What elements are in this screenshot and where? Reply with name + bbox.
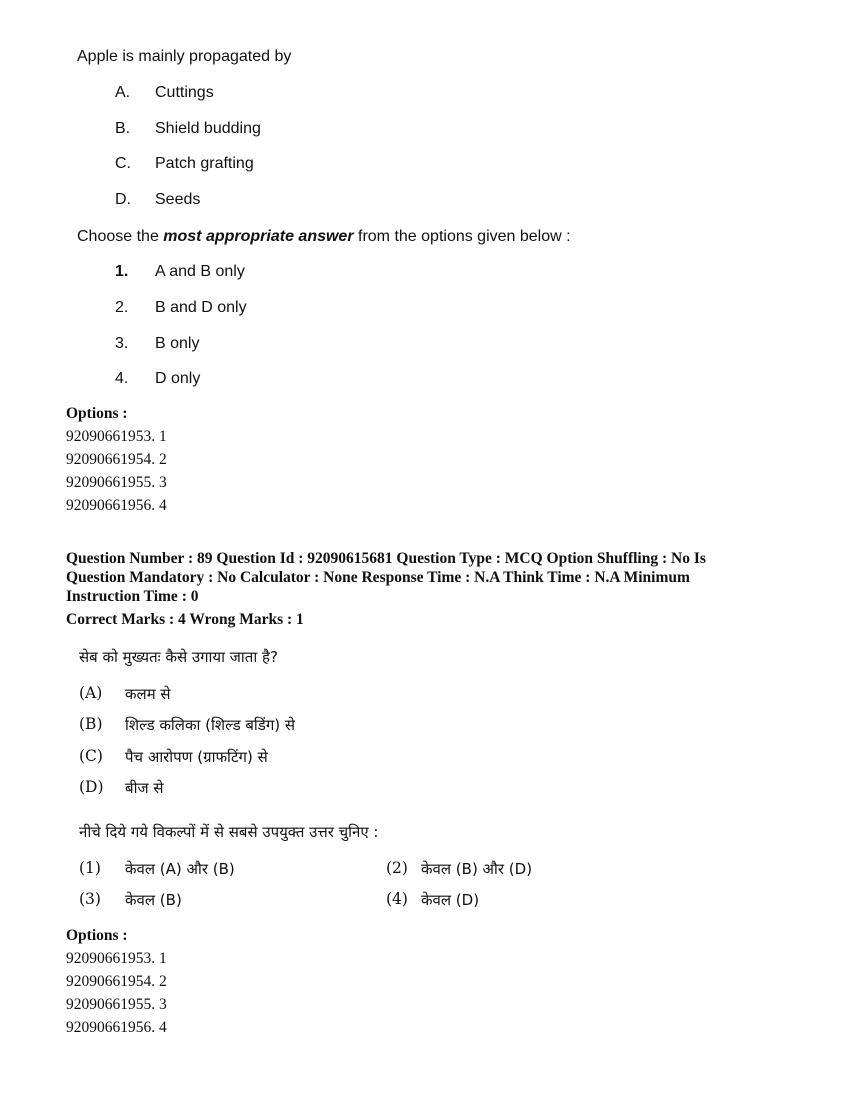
option-id: 92090661956. 4: [66, 1019, 167, 1036]
answer-text: केवल (B): [125, 891, 182, 909]
answer-label: 4.: [115, 370, 129, 387]
option-id: 92090661955. 3: [66, 996, 167, 1013]
answer-label: 2.: [115, 299, 129, 316]
answer-text: केवल (B) और (D): [421, 860, 533, 878]
item-label: (B): [79, 715, 103, 733]
answer-label: (2): [386, 859, 408, 877]
answer-text: केवल (A) और (B): [125, 860, 235, 878]
option-id: 92090661954. 2: [66, 973, 167, 990]
question-stem-en: Apple is mainly propagated by: [77, 48, 292, 65]
answer-text: B only: [155, 335, 200, 352]
option-id: 92090661955. 3: [66, 474, 167, 491]
option-id: 92090661953. 1: [66, 428, 167, 445]
question-stem-hi: सेब को मुख्यतः कैसे उगाया जाता है?: [79, 648, 278, 666]
item-label: D.: [115, 191, 131, 208]
answer-text: D only: [155, 370, 201, 387]
item-label: A.: [115, 84, 131, 101]
answer-label: (1): [79, 859, 101, 877]
option-id: 92090661956. 4: [66, 497, 167, 514]
item-text: Shield budding: [155, 120, 261, 137]
answer-text: A and B only: [155, 263, 245, 280]
item-text: पैच आरोपण (ग्राफटिंग) से: [125, 748, 268, 766]
item-text: कलम से: [125, 685, 171, 703]
option-id: 92090661953. 1: [66, 950, 167, 967]
options-label: Options :: [66, 927, 128, 944]
instruction-hi: नीचे दिये गये विकल्पों में से सबसे उपयुक्त उत्तर चुनिए :: [79, 823, 379, 841]
answer-label: 1.: [115, 263, 129, 280]
answer-label: 3.: [115, 335, 129, 352]
item-text: Cuttings: [155, 84, 214, 101]
item-text: Seeds: [155, 191, 201, 208]
item-label: C.: [115, 155, 131, 172]
answer-label: (3): [79, 890, 101, 908]
item-label: (D): [79, 778, 104, 796]
answer-text: B and D only: [155, 299, 247, 316]
item-label: (A): [79, 684, 103, 702]
question-marks: Correct Marks : 4 Wrong Marks : 1: [66, 611, 304, 628]
answer-label: (4): [386, 890, 408, 908]
answer-text: केवल (D): [421, 891, 480, 909]
item-text: बीज से: [125, 779, 164, 797]
options-label: Options :: [66, 405, 128, 422]
item-text: Patch grafting: [155, 155, 254, 172]
instruction-en: Choose the most appropriate answer from the options given below :: [77, 228, 571, 245]
item-label: (C): [79, 747, 103, 765]
item-label: B.: [115, 120, 131, 137]
item-text: शिल्ड कलिका (शिल्ड बडिंग) से: [125, 716, 296, 734]
question-meta: Question Number : 89 Question Id : 92090615681 Question Type : MCQ Option Shuffling : No Is Question Mandatory : No Calculator : None Response Time : N.A Think Time : N.A Minimum Instruction Time : 0: [66, 550, 706, 605]
option-id: 92090661954. 2: [66, 451, 167, 468]
